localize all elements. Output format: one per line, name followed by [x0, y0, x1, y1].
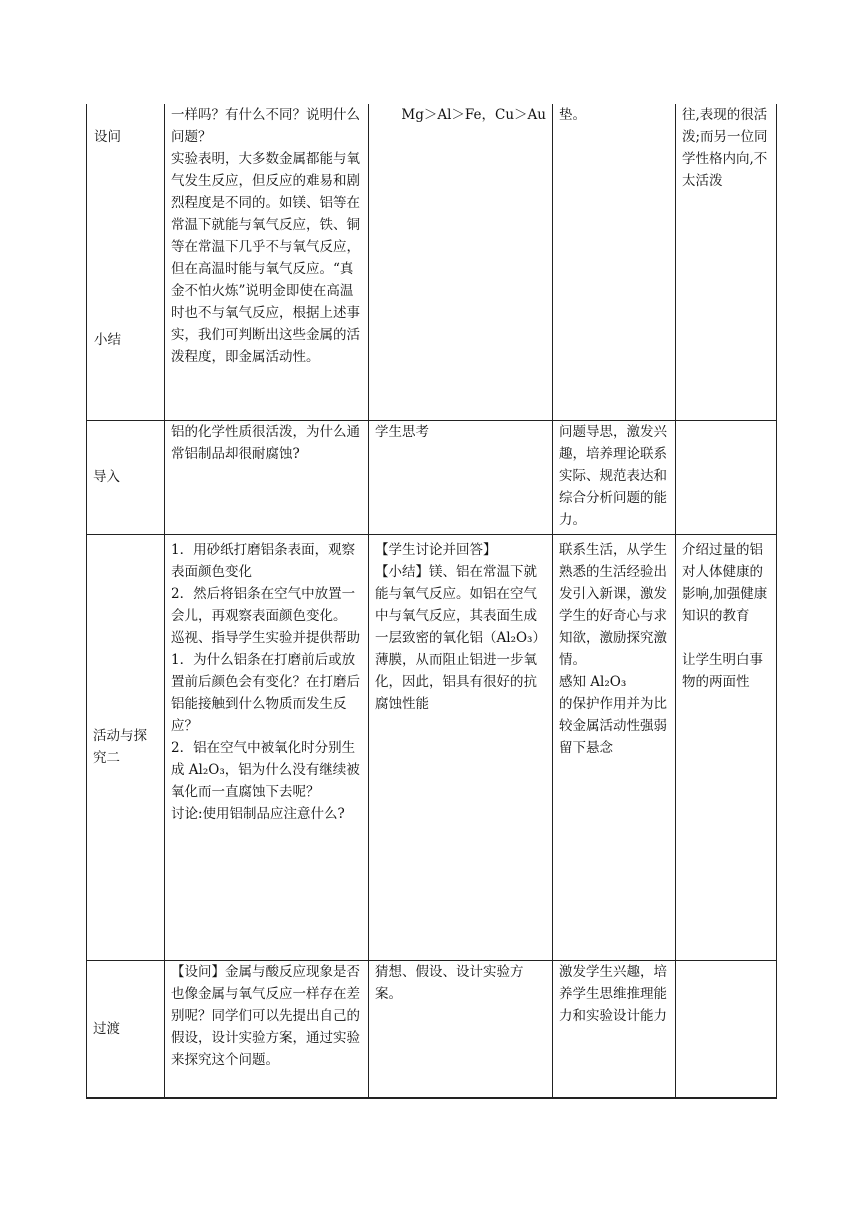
stage-cell: [87, 534, 165, 960]
student-text: 【小结】镁、铝在常温下就能与氧气反应。如铝在空气中与氧气反应，其表面生成一层致密的氧化铝（Al₂O₃）薄膜，从而阻止铝进一步氧化，因此，铝具有很好的抗腐蚀性能: [375, 563, 546, 712]
student-activity-cell: [369, 960, 553, 1098]
intent-text: 问题导思，激发兴趣，培养理论联系实际、规范表达和综合分析问题的能力。: [559, 423, 667, 528]
stage-cell: [87, 104, 165, 420]
notes-cell: [676, 420, 777, 534]
student-activity-cell: [369, 104, 553, 420]
teacher-text: 一样吗？有什么不同？说明什么问题？: [171, 107, 360, 145]
student-activity-cell: [369, 420, 553, 534]
stage-label: 小结: [94, 332, 121, 348]
intent-text: 感知 Al₂O₃: [559, 673, 627, 690]
stage-label: 设问: [94, 129, 121, 145]
notes-text: 介绍过量的铝对人体健康的影响,加强健康知识的教育: [682, 541, 768, 624]
teacher-activity-cell: [165, 420, 369, 534]
design-intent-cell: [553, 104, 676, 420]
notes-cell: [676, 534, 777, 960]
teacher-text: 【设问】金属与酸反应现象是否也像金属与氧气反应一样存在差别呢？同学们可以先提出自己的假设，设计实验方案，通过实验来探究这个问题。: [171, 963, 360, 1068]
intent-text: 的保护作用并为比较金属活动性强弱留下悬念: [559, 695, 667, 756]
notes-cell: [676, 104, 777, 420]
teacher-text: 巡视、指导学生实验并提供帮助: [171, 629, 360, 646]
stage-cell: [87, 420, 165, 534]
intent-text: 联系生活，从学生熟悉的生活经验出发引入新课，激发学生的好奇心与求知欲，激励探究激情。: [559, 541, 667, 668]
design-intent-cell: [553, 420, 676, 534]
design-intent-cell: [553, 534, 676, 960]
teacher-text: 2．然后将铝条在空气中放置一会儿，再观察表面颜色变化。: [171, 585, 356, 624]
teacher-text: 铝的化学性质很活泼，为什么通常铝制品却很耐腐蚀?: [171, 423, 360, 462]
teacher-text: 实验表明，大多数金属都能与氧气发生反应，但反应的难易和剧烈程度是不同的。如镁、铝等在常温下就能与氧气反应，铁、铜等在常温下几乎不与氧气反应，但在高温时能与氧气反应。“真金不怕火炼”说明金即使在高温时也不与氧气反应，根据上述事实，我们可判断出这些金属的活泼程度，即金属活动性。: [171, 151, 360, 365]
teacher-activity-cell: [165, 534, 369, 960]
teacher-text: 1．为什么铝条在打磨前后或放置前后颜色会有变化？在打磨后铝能接触到什么物质而发生反应？: [171, 651, 360, 734]
stage-cell: [87, 960, 165, 1098]
table-row: [87, 534, 777, 960]
teacher-activity-cell: [165, 960, 369, 1098]
notes-text: 往,表现的很活泼;而另一位同学性格内向,不太活泼: [682, 107, 768, 189]
stage-label: 活动与探究二: [93, 728, 147, 766]
table-row: [87, 104, 777, 420]
table-row: [87, 420, 777, 534]
table-row: [87, 960, 777, 1098]
student-text: 【学生讨论并回答】: [375, 541, 497, 558]
student-text: 猜想、假设、设计实验方案。: [375, 963, 524, 1002]
intent-text: 垫。: [559, 107, 586, 123]
teacher-text: 1．用砂纸打磨铝条表面，观察表面颜色变化: [171, 541, 356, 580]
stage-label: 导入: [93, 469, 120, 485]
teacher-text: 2．铝在空气中被氧化时分别生成 Al₂O₃，铝为什么没有继续被氧化而一直腐蚀下去呢？: [171, 739, 360, 800]
student-text: Mg＞Al＞Fe，Cu＞Au: [401, 107, 546, 123]
teacher-activity-cell: [165, 104, 369, 420]
notes-cell: [676, 960, 777, 1098]
stage-label: 过渡: [93, 1020, 120, 1037]
notes-spacer: [682, 627, 770, 649]
notes-text: 让学生明白事物的两面性: [682, 651, 763, 690]
design-intent-cell: [553, 960, 676, 1098]
student-activity-cell: [369, 534, 553, 960]
student-text: 学生思考: [375, 423, 429, 440]
lesson-plan-table: [86, 104, 777, 1099]
intent-text: 激发学生兴趣，培养学生思维推理能力和实验设计能力: [559, 963, 667, 1024]
teacher-text: 讨论:使用铝制品应注意什么?: [171, 805, 345, 822]
